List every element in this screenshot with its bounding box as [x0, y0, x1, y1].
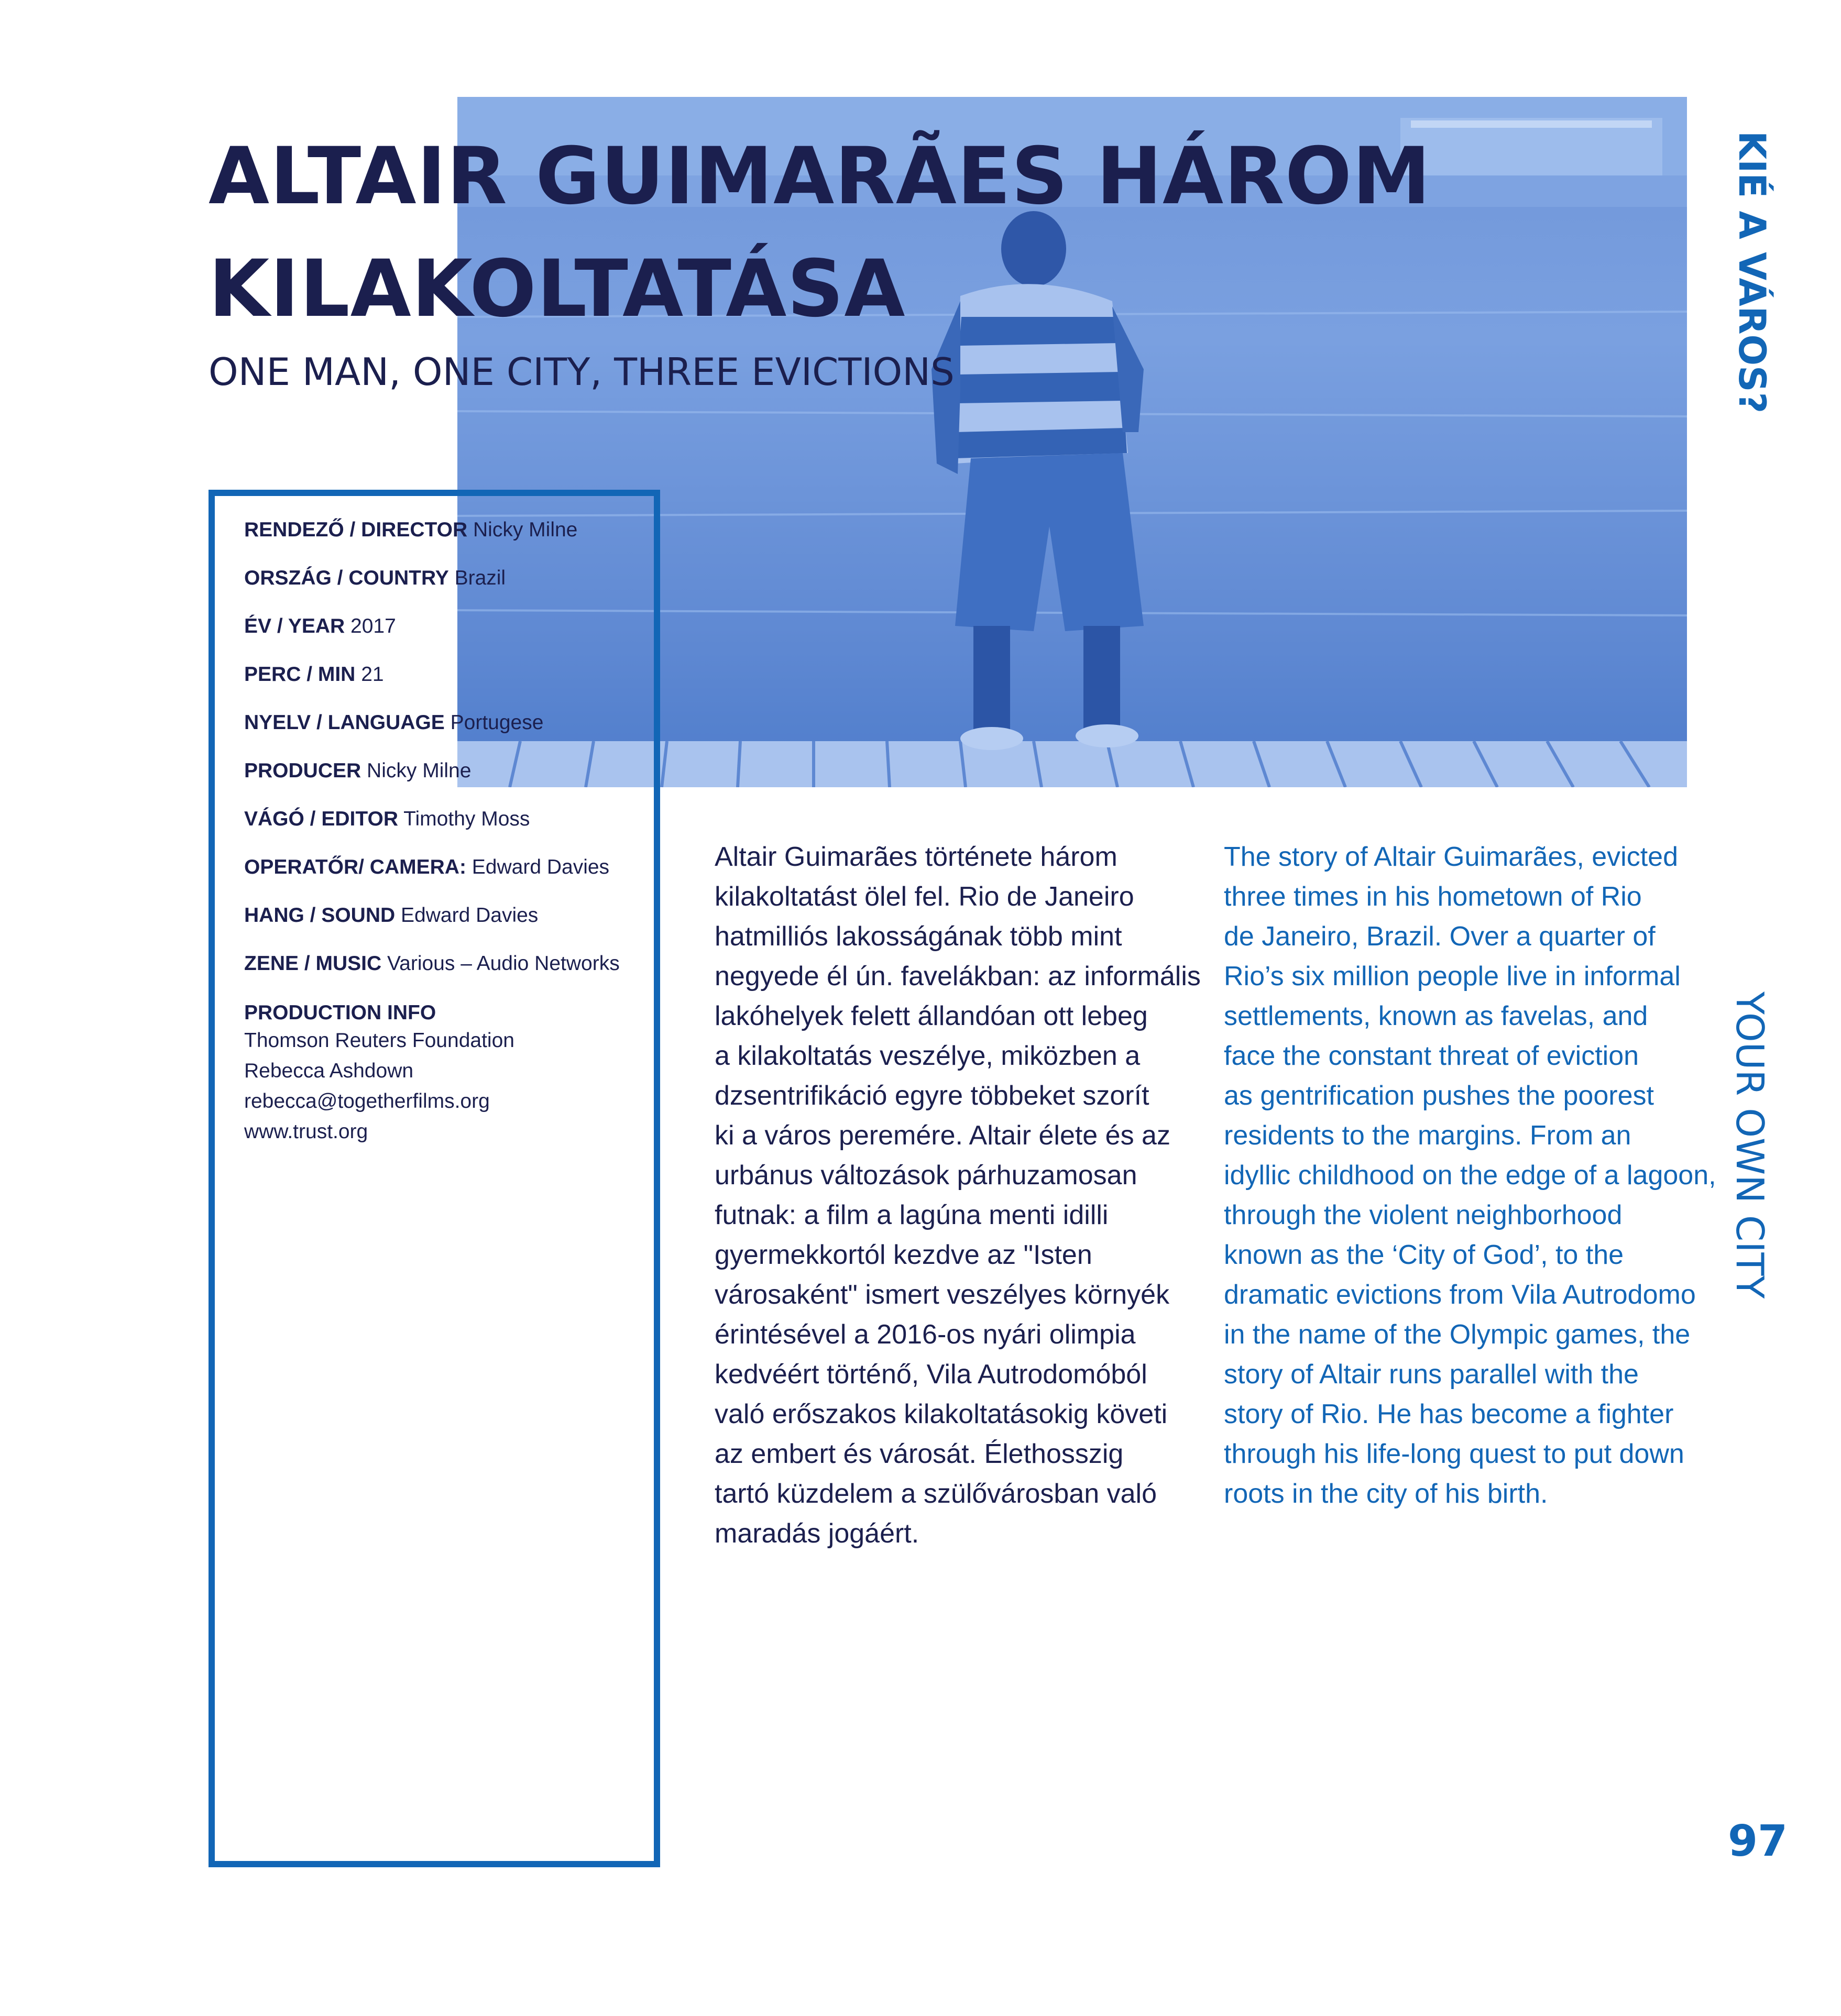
synopsis-line: story of Rio. He has become a fighter [1224, 1399, 1674, 1429]
credit-label: OPERATŐR/ CAMERA: [244, 856, 466, 878]
synopsis-line: városaként" ismert veszélyes környék [715, 1280, 1170, 1310]
credit-row [244, 519, 620, 567]
synopsis-line: érintésével a 2016-os nyári olimpia [715, 1319, 1136, 1350]
synopsis-english [1224, 837, 1716, 1514]
synopsis-line: residents to the margins. From an [1224, 1120, 1631, 1151]
synopsis-line: roots in the city of his birth. [1224, 1479, 1548, 1509]
title-line-1: ALTAIR GUIMARÃES HÁROM [209, 131, 1431, 222]
synopsis-line: three times in his hometown of Rio [1224, 882, 1642, 912]
credit-label: HANG / SOUND [244, 904, 396, 927]
credit-row [244, 952, 620, 1000]
synopsis-line: ki a város peremére. Altair élete és az [715, 1120, 1170, 1151]
synopsis-line: maradás jogáért. [715, 1518, 919, 1549]
synopsis-line: az embert és városát. Élethosszig [715, 1439, 1124, 1469]
production-info-line: Rebecca Ashdown [244, 1060, 414, 1082]
synopsis-line: known as the ‘City of God’, to the [1224, 1240, 1624, 1270]
synopsis-line: negyede él ún. favelákban: az informális [715, 961, 1201, 992]
synopsis-line: The story of Altair Guimarães, evicted [1224, 842, 1679, 872]
credit-row [244, 663, 620, 711]
credit-row [244, 856, 620, 904]
production-info-website: www.trust.org [244, 1120, 368, 1143]
credit-row [244, 711, 620, 759]
synopsis-line: Altair Guimarães története három [715, 842, 1117, 872]
synopsis-line: futnak: a film a lagúna menti idilli [715, 1200, 1109, 1230]
credit-value: 21 [361, 663, 384, 686]
credit-label: PERC / MIN [244, 663, 356, 686]
synopsis-line: dzsentrifikáció egyre többeket szorít [715, 1081, 1149, 1111]
credit-label: ZENE / MUSIC [244, 952, 382, 975]
synopsis-line: in the name of the Olympic games, the [1224, 1319, 1691, 1350]
credit-row [244, 808, 620, 856]
section-label-english: YOUR OWN CITY [1728, 992, 1772, 1299]
page-title [209, 120, 1431, 346]
synopsis-line: kedvéért történő, Vila Autrodomóból [715, 1359, 1147, 1390]
credit-value: Nicky Milne [473, 519, 578, 541]
credit-row [244, 615, 620, 663]
credit-row [244, 904, 620, 952]
synopsis-line: dramatic evictions from Vila Autrodomo [1224, 1280, 1696, 1310]
production-info-line: Thomson Reuters Foundation [244, 1029, 514, 1052]
synopsis-line: face the constant threat of eviction [1224, 1041, 1639, 1071]
credit-value: Edward Davies [472, 856, 610, 878]
synopsis-line: gyermekkortól kezdve az "Isten [715, 1240, 1092, 1270]
synopsis-line: tartó küzdelem a szülővárosban való [715, 1479, 1157, 1509]
page-subtitle: ONE MAN, ONE CITY, THREE EVICTIONS [209, 350, 955, 394]
credit-row [244, 567, 620, 615]
credit-label: ORSZÁG / COUNTRY [244, 567, 449, 589]
credit-value: Portugese [450, 711, 544, 734]
synopsis-line: story of Altair runs parallel with the [1224, 1359, 1639, 1390]
synopsis-hungarian [715, 837, 1201, 1554]
credit-value: Timothy Moss [403, 808, 530, 830]
credit-value: Nicky Milne [367, 759, 472, 782]
page-number: 97 [1728, 1816, 1788, 1866]
synopsis-line: lakóhelyek felett állandóan ott lebeg [715, 1001, 1148, 1031]
synopsis-line: kilakoltatást ölel fel. Rio de Janeiro [715, 882, 1134, 912]
title-line-2: KILAKOLTATÁSA [209, 244, 906, 335]
credits-list [244, 519, 620, 1147]
synopsis-line: as gentrification pushes the poorest [1224, 1081, 1654, 1111]
credit-row [244, 759, 620, 808]
credit-value: Edward Davies [401, 904, 539, 927]
credit-label: PRODUCER [244, 759, 361, 782]
synopsis-line: de Janeiro, Brazil. Over a quarter of [1224, 921, 1656, 952]
section-label: KIÉ A VÁROS? [1730, 131, 1773, 414]
credit-label: ÉV / YEAR [244, 615, 345, 637]
credit-value: Various – Audio Networks [387, 952, 620, 975]
synopsis-line: idyllic childhood on the edge of a lagoon, [1224, 1160, 1716, 1191]
synopsis-line: through his life-long quest to put down [1224, 1439, 1684, 1469]
synopsis-line: settlements, known as favelas, and [1224, 1001, 1648, 1031]
synopsis-line: való erőszakos kilakoltatásokig követi [715, 1399, 1168, 1429]
synopsis-line: urbánus változások párhuzamosan [715, 1160, 1137, 1191]
synopsis-line: hatmilliós lakosságának több mint [715, 921, 1122, 952]
production-info-heading: PRODUCTION INFO [244, 1001, 436, 1024]
synopsis-line: a kilakoltatás veszélye, miközben a [715, 1041, 1141, 1071]
credit-value: Brazil [454, 567, 506, 589]
credit-value: 2017 [350, 615, 396, 637]
credit-label: RENDEZŐ / DIRECTOR [244, 519, 468, 541]
credit-label: NYELV / LANGUAGE [244, 711, 445, 734]
synopsis-line: Rio’s six million people live in informal [1224, 961, 1681, 992]
production-info-email: rebecca@togetherfilms.org [244, 1090, 490, 1112]
credit-label: VÁGÓ / EDITOR [244, 808, 398, 830]
synopsis-line: through the violent neighborhood [1224, 1200, 1623, 1230]
